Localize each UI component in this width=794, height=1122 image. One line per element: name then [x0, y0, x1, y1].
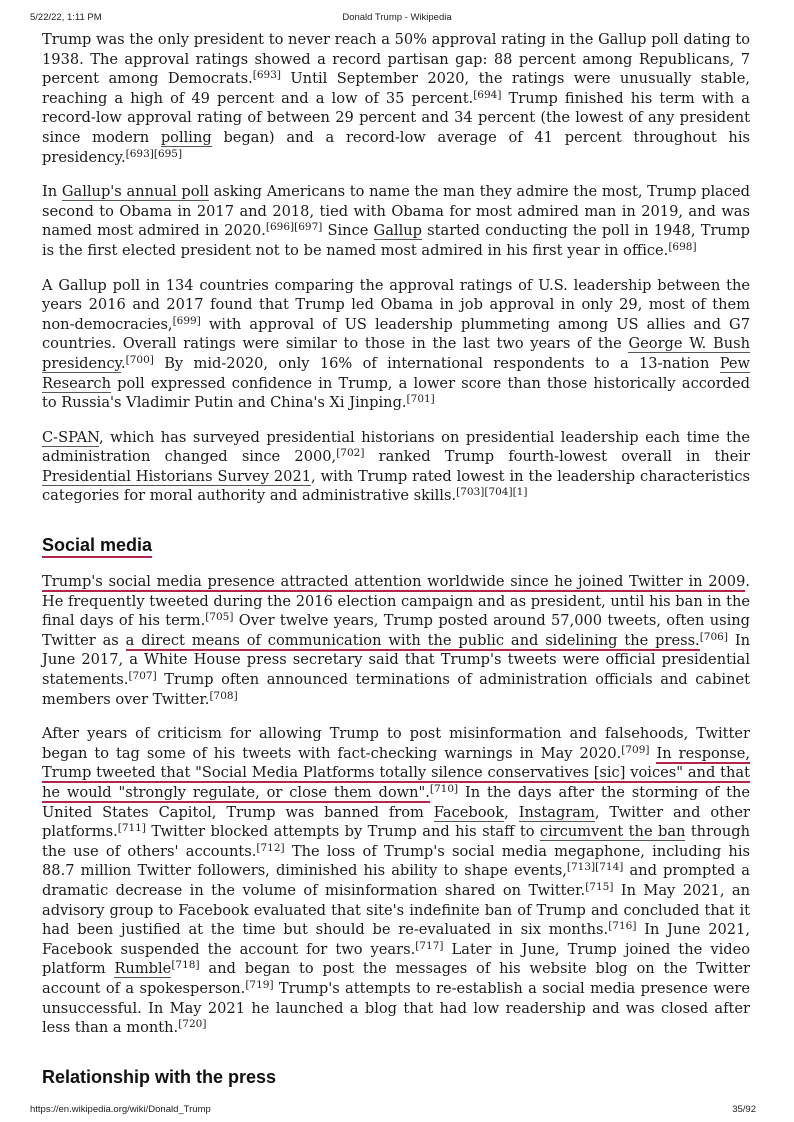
text-run: and began to post the messages of his website blog on the Twitter account of a spokesperson.	[42, 960, 750, 997]
citation[interactable]: [702]	[336, 447, 365, 460]
citation[interactable]: [712]	[256, 841, 285, 854]
citation[interactable]: [698]	[668, 240, 697, 253]
page-url: https://en.wikipedia.org/wiki/Donald_Trump	[30, 1104, 211, 1115]
paragraph-admired	[42, 182, 750, 260]
text-run: The loss of Trump's social media megaphone, including his 88.7 million Twitter followers, diminished his ability to shape events,	[42, 842, 750, 880]
paragraph-cspan	[42, 428, 750, 506]
link-pew-research[interactable]: Pew Research	[42, 354, 750, 392]
link-circumvent-ban[interactable]: circumvent the ban	[539, 823, 686, 841]
link-gallups-annual-poll[interactable]: Gallup's annual poll	[61, 183, 209, 201]
text-run: Trump was the only president to never reach a 50% approval rating in the Gallup poll dating to 1938. The approval ratings showed a record partisan gap: 88 percent among Republicans, 7 percent among Democrats.	[42, 31, 750, 88]
page-number: 35/92	[732, 1104, 756, 1115]
text-run: through the use of others' accounts.	[42, 823, 750, 860]
text-run: ,	[504, 803, 519, 821]
text-run: started conducting the poll in 1948, Trump is the first elected president not to be named most admired in his first year in office.	[42, 222, 751, 259]
citation[interactable]: [701]	[406, 393, 435, 406]
citation[interactable]: [717]	[415, 939, 444, 952]
link-rumble[interactable]: Rumble	[114, 960, 172, 978]
text-run: .	[120, 354, 126, 372]
print-title: Donald Trump - Wikipedia	[342, 12, 452, 23]
text-run: Trump's attempts to re-establish a social media presence were unsuccessful. In May 2021 he launched a blog that had low readership and was closed after less than a month.	[42, 979, 750, 1037]
text-run: asking Americans to name the man they admire the most, Trump placed second to Obama in 2017 and 2018, tied with Obama for most admired man in 2019, and was named most admired in 2020.	[42, 183, 750, 240]
citation[interactable]: [716]	[608, 920, 637, 933]
text-run: Later in June, Trump joined the video platform	[42, 940, 751, 978]
citation[interactable]: [694]	[473, 88, 502, 101]
text-run: Over twelve years, Trump posted around 57,000 tweets, often using Twitter as	[42, 612, 751, 649]
highlighted-text: In response, Trump tweeted that "Social Media Platforms totally silence conservatives [sic] voices" and that he would "strongly regulate, or close them down".	[42, 744, 751, 801]
text-run: . He frequently tweeted during the 2016 election campaign and as president, until his ban in the final days of his term.	[42, 573, 750, 630]
citation[interactable]: [696][697]	[265, 221, 323, 234]
text-run: ranked Trump fourth-lowest overall in their	[364, 448, 750, 466]
paragraph-international	[42, 276, 750, 413]
citation[interactable]: [709]	[621, 743, 650, 756]
link-historians-survey[interactable]: Presidential Historians Survey 2021	[42, 467, 312, 485]
text-run: , Twitter and other platforms.	[42, 803, 751, 841]
print-date: 5/22/22, 1:11 PM	[30, 12, 102, 23]
citation[interactable]: [711]	[117, 822, 146, 835]
citation[interactable]: [720]	[178, 1018, 207, 1031]
citation[interactable]: [708]	[209, 689, 238, 702]
paragraph-approval	[42, 30, 750, 167]
text-run: In May 2021, an advisory group to Facebook evaluated that site's indefinite ban of Trump and concluded that it had been justified at the time but should be re-evaluated in six months.	[42, 881, 750, 939]
text-run: , with Trump rated lowest in the leadership characteristics categories for moral authority and administrative skills.	[42, 467, 750, 505]
text-run: poll expressed confidence in Trump, a lower score than those historically accorded to Russia's Vladimir Putin and China's Xi Jinping.	[42, 374, 750, 412]
citation[interactable]: [718]	[171, 959, 200, 972]
article-content	[42, 30, 750, 1088]
link-gallup[interactable]: Gallup	[373, 222, 422, 240]
print-header	[0, 12, 794, 26]
paragraph-social-1	[42, 572, 750, 709]
citation[interactable]: [693]	[252, 69, 281, 82]
text-run: By mid-2020, only 16% of international respondents to a 13-nation	[153, 354, 720, 372]
text-run: In the days after the storming of the United States Capitol, Trump was banned from	[42, 784, 750, 821]
text-run: A Gallup poll in 134 countries comparing the approval ratings of U.S. leadership between the years 2016 and 2017 found that Trump led Obama in job approval in only 29, most of them non-democracies,	[42, 276, 750, 333]
link-bush-presidency[interactable]: George W. Bush presidency	[42, 335, 750, 372]
text-run: , which has surveyed presidential historians on presidential leadership each time the administration changed since 2000,	[42, 428, 750, 466]
text-run: with approval of US leadership plummeting among US allies and G7 countries. Overall ratings were similar to those in the last two years of the	[42, 315, 750, 353]
text-run: Trump often announced terminations of administration officials and cabinet members over Twitter.	[42, 671, 750, 708]
text-run: In June 2021, Facebook suspended the account for two years.	[42, 921, 750, 958]
highlighted-text: a direct means of communication with the public and sidelining the press.	[125, 631, 700, 649]
citation[interactable]: [706]	[699, 630, 728, 643]
text-run: In June 2017, a White House press secretary said that Trump's tweets were official presidential statements.	[42, 631, 750, 689]
text-run: Trump finished his term with a record-low approval rating of between 29 percent and 34 percent (the lowest of any president since modern	[42, 89, 750, 146]
print-footer	[0, 1104, 794, 1118]
text-run: Twitter blocked attempts by Trump and his staff to	[145, 823, 540, 841]
citation[interactable]: [719]	[245, 978, 274, 991]
text-run: Until September 2020, the ratings were unusually stable, reaching a high of 49 percent and a low of 35 percent.	[42, 70, 750, 107]
citation[interactable]: [715]	[585, 880, 614, 893]
citation[interactable]: [713][714]	[566, 861, 624, 874]
citation[interactable]: [710]	[429, 783, 459, 795]
link-instagram[interactable]: Instagram	[518, 803, 595, 821]
link-facebook[interactable]: Facebook	[433, 803, 505, 821]
text-run: and prompted a dramatic decrease in the volume of misinformation shared on Twitter.	[42, 862, 750, 899]
text-run: After years of criticism for allowing Trump to post misinformation and falsehoods, Twitter began to tag some of his tweets with fact-checking warnings in May 2020.	[42, 725, 750, 762]
citation[interactable]: [693][695]	[125, 147, 183, 160]
citation[interactable]: [705]	[205, 611, 234, 624]
section-heading-press: Relationship with the press	[42, 1066, 277, 1087]
heading-text: Social media	[42, 535, 152, 558]
text-run: began) and a record-low average of 41 percent throughout his presidency.	[42, 128, 750, 166]
link-polling[interactable]: polling	[160, 128, 212, 146]
highlighted-text: Trump's social media presence attracted attention worldwide since he joined Twitter in 2009	[42, 573, 746, 591]
link-cspan[interactable]: C-SPAN	[42, 428, 99, 446]
text-run: Since	[322, 222, 374, 240]
citation[interactable]: [707]	[128, 670, 157, 683]
text-run: In	[42, 183, 62, 201]
citation[interactable]: [700]	[125, 353, 154, 366]
citation[interactable]: [699]	[172, 314, 201, 327]
citation[interactable]: [703][704][1]	[456, 486, 528, 499]
section-heading-social-media	[42, 534, 750, 556]
paragraph-social-2	[42, 724, 750, 1038]
